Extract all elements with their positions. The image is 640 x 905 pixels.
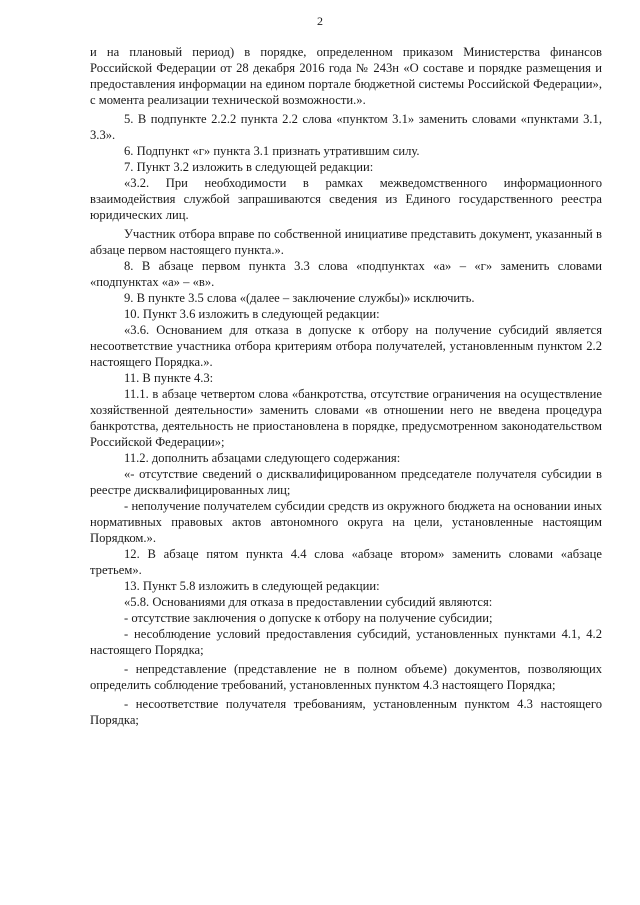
- paragraph-item-12: 12. В абзаце пятом пункта 4.4 слова «абзаце втором» заменить словами «абзаце третьем».: [90, 547, 602, 577]
- paragraph-item-7: 7. Пункт 3.2 изложить в следующей редакции:: [124, 160, 374, 174]
- paragraph-dash-3: - отсутствие заключения о допуске к отбору на получение субсидии;: [124, 611, 493, 625]
- paragraph-item-11-2: 11.2. дополнить абзацами следующего содержания:: [124, 451, 401, 465]
- paragraph-quote-3-2: «3.2. При необходимости в рамках межведомственного информационного взаимодействия службой запрашиваются сведения из Единого государственного реестра юридических лиц.: [90, 176, 602, 222]
- paragraph-continuation: и на плановый период) в порядке, определенном приказом Министерства финансов Российской Федерации от 28 декабря 2016 года № 243н «О составе и порядке размещения и предоставления информации на едином портале бюджетной системы Российской Федерации», с момента реализации технической возможности.».: [90, 45, 602, 107]
- paragraph-item-11: 11. В пункте 4.3:: [124, 371, 214, 385]
- document-body: [90, 44, 602, 728]
- paragraph-quote-3-6: «3.6. Основанием для отказа в допуске к отбору на получение субсидий является несоответствие участника отбора критериям отбора получателей, установленным пунктом 2.2 настоящего Порядка.».: [90, 323, 602, 369]
- page-number: 2: [317, 14, 323, 28]
- paragraph-item-13: 13. Пункт 5.8 изложить в следующей редакции:: [124, 579, 380, 593]
- paragraph-dash-2: - неполучение получателем субсидии средств из окружного бюджета на основании иных нормативных правовых актов автономного округа на цели, установленные настоящим Порядком.».: [90, 499, 602, 545]
- paragraph-dash-6: - несоответствие получателя требованиям, установленным пунктом 4.3 настоящего Порядка;: [90, 697, 602, 727]
- paragraph-dash-5: - непредставление (представление не в полном объеме) документов, позволяющих определить соблюдение требований, установленных пунктом 4.3 настоящего Порядка;: [90, 662, 602, 692]
- paragraph-item-5: 5. В подпункте 2.2.2 пункта 2.2 слова «пунктом 3.1» заменить словами «пунктами 3.1, 3.3».: [90, 112, 602, 142]
- paragraph-item-8: 8. В абзаце первом пункта 3.3 слова «подпунктах «а» – «г» заменить словами «подпунктах «а» – «в».: [90, 259, 602, 289]
- paragraph-dash-4: - несоблюдение условий предоставления субсидий, установленных пунктами 4.1, 4.2 настоящего Порядка;: [90, 627, 602, 657]
- paragraph-item-10: 10. Пункт 3.6 изложить в следующей редакции:: [124, 307, 380, 321]
- paragraph-item-9: 9. В пункте 3.5 слова «(далее – заключение службы)» исключить.: [124, 291, 475, 305]
- paragraph-item-11-1: 11.1. в абзаце четвертом слова «банкротства, отсутствие ограничения на осуществление хозяйственной деятельности» заменить словами «в отношении него не введена процедура банкротства, деятельность не приостановлена в порядке, предусмотренном законодательством Российской Федерации»;: [90, 387, 602, 449]
- paragraph-item-6: 6. Подпункт «г» пункта 3.1 признать утратившим силу.: [124, 144, 420, 158]
- paragraph-quote-5-8: «5.8. Основаниями для отказа в предоставлении субсидий являются:: [124, 595, 493, 609]
- paragraph-dash-1: «- отсутствие сведений о дисквалифицированном председателе получателя субсидии в реестре дисквалифицированных лиц;: [90, 467, 602, 497]
- paragraph-quote-3-2-cont: Участник отбора вправе по собственной инициативе представить документ, указанный в абзаце первом настоящего пункта.».: [90, 227, 602, 257]
